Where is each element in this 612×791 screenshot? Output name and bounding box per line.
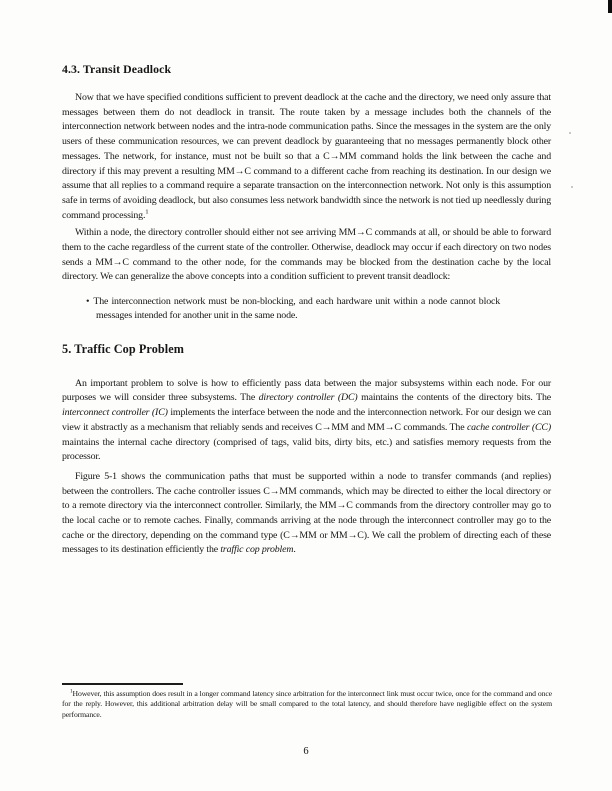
bullet-marker: • — [86, 296, 90, 308]
paragraph-traffic-cop-2: Figure 5-1 shows the communication paths that must be supported within a node to transfer commands (and replies) between the controllers. The cache controller issues C→MM commands, which may be directed to either the local directory or to a remote directory via the interconnect controller. Similarly, the MM→C commands from the directory controller may go to the local cache or to remote caches. Finally, commands arriving at the node through the interconnect controller may go to the cache or the directory, depending on the command type (C→MM or MM→C). We call the problem of directing each of these messages to its destination efficiently the traffic cop problem. — [62, 470, 551, 556]
page-number: 6 — [303, 746, 309, 757]
section-heading-traffic-cop: 5. Traffic Cop Problem — [62, 341, 185, 356]
text-column — [62, 62, 551, 558]
bullet-text: The interconnection network must be non-blocking, and each hardware unit within a node cannot block messages intended for another unit in the same node. — [93, 296, 500, 321]
section-heading-transit-deadlock: 4.3. Transit Deadlock — [62, 62, 172, 76]
paragraph-traffic-cop-1: An important problem to solve is how to efficiently pass data between the major subsystems within each node. For our purposes we will consider three subsystems. The directory controller (DC) maintains the contents of the directory bits. The interconnect controller (IC) implements the interface between the node and the interconnection network. For our design we can view it abstractly as a mechanism that reliably sends and receives C→MM and MM→C commands. The cache controller (CC) maintains the internal cache directory (comprised of tags, valid bits, dirty bits, etc.) and satisfies memory requests from the processor. — [62, 377, 551, 463]
footnote-text: $^1$However, this assumption does result in a longer command latency since arbitration for the interconnect link must occur twice, once for the command and once for the reply. However, this additional arbitration delay will be small compared to the total latency, and should therefore have negligible effect on the system performance. — [62, 688, 552, 719]
paragraph-transit-deadlock-1: Now that we have specified conditions sufficient to prevent deadlock at the cache and the directory, we need only assure that messages between them do not deadlock in transit. The route taken by a message includes both the channels of the interconnection network between nodes and the intra-node communication paths. Since the messages in the system are the only users of these communication resources, we can prevent deadlock by guaranteeing that no messages permanently block other messages. The network, for instance, must not be built so that a C→MM command holds the link between the cache and directory if this may prevent a resulting MM→C command to a different cache from reaching its destination. In our design we assume that all replies to a command require a separate transaction on the interconnection network. Not only is this assumption safe in terms of avoiding deadlock, but also consumes less network bandwidth since the network is not tied up needlessly during command processing.$^1$ — [62, 92, 551, 221]
scan-speck — [569, 132, 571, 134]
paragraph-transit-deadlock-2: Within a node, the directory controller should either not see arriving MM→C commands at all, or should be able to forward them to the cache regardless of the current state of the controller. Otherwise, deadlock may occur if each directory on two nodes sends a MM→C command to the other node, for the commands may be blocked from the destination cache by the local directory. We can generalize the above concepts into a condition sufficient to prevent transit deadlock: — [62, 227, 551, 283]
scan-artifact-corner-mark — [608, 0, 612, 13]
footnote-separator — [62, 683, 183, 685]
bullet-list-item — [86, 295, 500, 323]
scan-speck — [571, 186, 573, 188]
